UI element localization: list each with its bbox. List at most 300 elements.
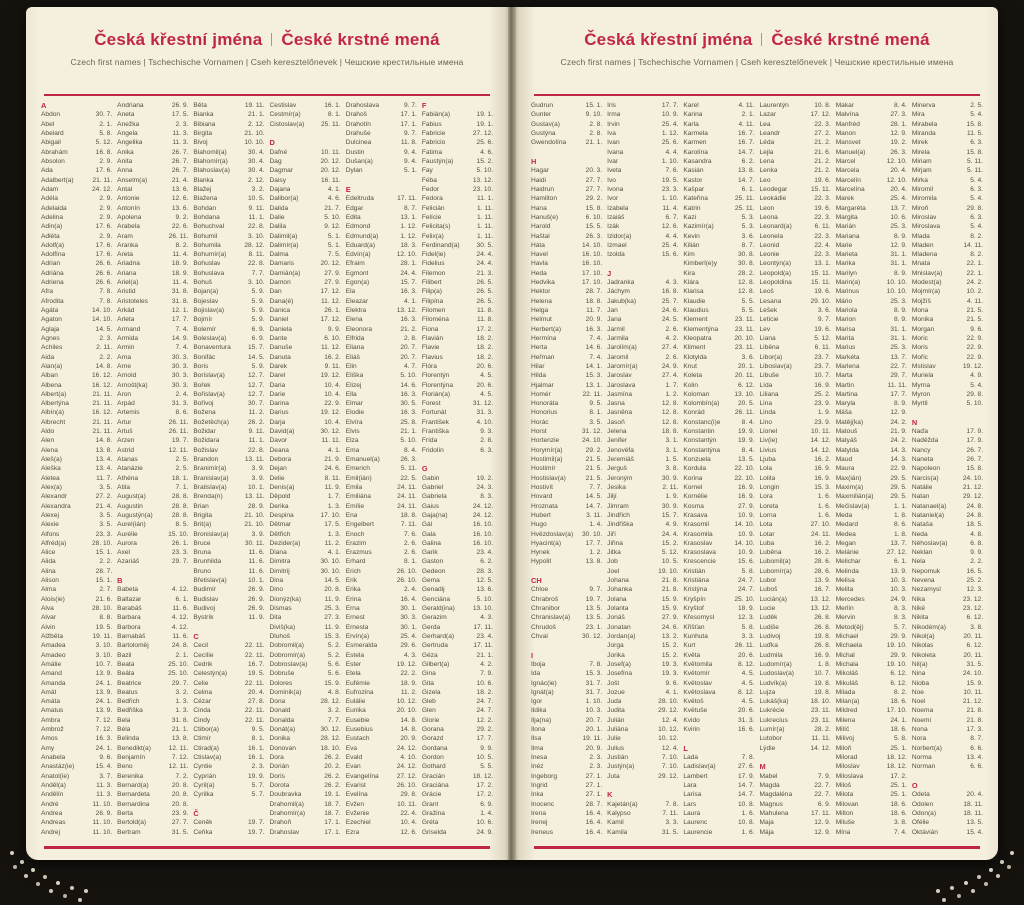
name-entry	[836, 818, 907, 827]
nameday-date: 30. 9.	[661, 502, 679, 510]
nameday-date: 20. 12.	[320, 167, 341, 175]
name-label: Lešek	[759, 307, 778, 315]
nameday-date: 13. 6.	[171, 204, 189, 212]
name-entry	[193, 669, 264, 678]
nameday-date: 22. 4.	[400, 809, 417, 817]
name-label: Alexej	[41, 511, 59, 519]
name-label: Damaris	[269, 260, 295, 268]
name-column	[912, 101, 983, 843]
name-entry	[41, 213, 112, 222]
name-entry	[760, 259, 831, 268]
name-label: Jarmila	[607, 334, 629, 342]
name-label: Ivana	[607, 148, 624, 156]
nameday-date: 13. 2.	[661, 632, 679, 640]
name-label: Haidi	[531, 176, 547, 184]
nameday-date: 31. 1.	[890, 260, 907, 268]
name-entry	[836, 436, 907, 445]
name-label: Mečislav(a)	[835, 502, 870, 510]
name-entry	[836, 483, 907, 492]
name-entry	[346, 809, 417, 818]
name-label: Areta	[117, 251, 133, 259]
name-entry	[912, 688, 983, 697]
name-label: Arne	[117, 362, 132, 370]
nameday-date: 1. 11.	[477, 213, 494, 221]
nameday-date: 19. 2.	[890, 139, 907, 147]
nameday-date: 16. 3.	[95, 735, 113, 743]
nameday-date: 21. 11.	[92, 418, 113, 426]
name-label: Alban	[41, 372, 58, 380]
nameday-date: 11. 9.	[248, 614, 265, 622]
nameday-date: 1. 10.	[661, 195, 679, 203]
name-label: Mira	[911, 111, 925, 119]
nameday-date: 4. 6.	[327, 195, 341, 203]
name-entry	[270, 399, 341, 408]
name-label: Béla	[117, 726, 131, 734]
name-label: Emila	[345, 483, 363, 491]
nameday-date: 7. 6.	[404, 530, 417, 538]
nameday-date: 8. 1.	[589, 409, 603, 417]
name-label: Jarmil	[607, 325, 625, 333]
name-label: Magda	[759, 781, 780, 789]
name-entry	[422, 138, 493, 147]
nameday-date: 26. 11.	[168, 232, 189, 240]
name-label: Aida	[41, 353, 55, 361]
name-entry	[346, 436, 417, 445]
name-label: Fiona	[421, 325, 439, 333]
name-label: Berta	[117, 809, 133, 817]
name-label: Alva	[41, 605, 54, 613]
nameday-date: 26. 5.	[476, 297, 494, 305]
name-label: Čeňka	[193, 828, 213, 836]
name-entry	[912, 287, 983, 296]
name-entry	[422, 595, 493, 604]
nameday-date: 24. 2.	[890, 418, 907, 426]
nameday-date: 2. 11.	[96, 344, 113, 352]
nameday-date: 12. 2.	[476, 716, 494, 724]
nameday-date: 7. 4.	[175, 325, 189, 333]
nameday-date: 26. 2.	[324, 781, 341, 789]
name-entry	[607, 129, 678, 138]
name-label: Mabel	[759, 772, 778, 780]
name-entry	[760, 678, 831, 687]
name-entry	[531, 688, 602, 697]
nameday-date: 3. 7.	[99, 772, 113, 780]
name-label: Lubomil(a)	[759, 558, 791, 566]
name-entry	[346, 818, 417, 827]
name-label: Mojžíš	[911, 297, 931, 305]
nameday-date: 5. 12.	[661, 549, 679, 557]
nameday-date: 14. 10.	[734, 539, 755, 547]
name-label: Juliána	[607, 726, 629, 734]
nameday-date: 3. 8.	[970, 623, 984, 631]
nameday-date: 18. 12.	[886, 754, 907, 762]
name-entry	[346, 446, 417, 455]
nameday-date: 14. 8.	[95, 362, 113, 370]
name-entry	[760, 799, 831, 808]
name-entry	[41, 595, 112, 604]
name-entry	[683, 548, 754, 557]
name-label: Gordana	[421, 744, 448, 752]
name-entry	[836, 595, 907, 604]
name-label: Anabela	[41, 754, 66, 762]
name-label: Drahoslav	[269, 828, 300, 836]
nameday-date: 21. 11.	[92, 400, 113, 408]
nameday-date: 8. 12.	[738, 688, 755, 696]
name-label: Eleonora	[345, 325, 373, 333]
name-entry	[760, 213, 831, 222]
name-label: Barnabáš	[117, 632, 146, 640]
nameday-date: 22. 9.	[966, 334, 984, 342]
name-entry	[683, 436, 754, 445]
name-label: Longin	[759, 483, 780, 491]
name-entry	[531, 557, 602, 566]
name-entry	[683, 287, 754, 296]
nameday-date: 30. 10.	[582, 530, 603, 538]
name-entry	[422, 623, 493, 632]
nameday-date: 16. 2.	[814, 539, 831, 547]
name-label: Boris	[193, 362, 209, 370]
nameday-date: 31. 3.	[171, 400, 189, 408]
nameday-date: 23. 9.	[814, 400, 831, 408]
name-label: Hortenzie	[531, 437, 560, 445]
header-rule	[534, 94, 980, 96]
name-label: Aleška	[41, 465, 61, 473]
name-label: Megan	[835, 539, 856, 547]
nameday-date: 22. 11.	[244, 707, 265, 715]
name-label: Hynek	[531, 549, 550, 557]
name-entry	[683, 222, 754, 231]
name-entry	[117, 129, 188, 138]
name-entry	[117, 688, 188, 697]
name-entry	[346, 753, 417, 762]
name-label: Heřman	[531, 353, 555, 361]
name-entry	[683, 725, 754, 734]
nameday-date: 19. 5.	[661, 176, 679, 184]
name-entry	[270, 501, 341, 510]
nameday-date: 17. 6.	[95, 241, 113, 249]
name-label: Ada	[41, 167, 53, 175]
name-entry	[760, 297, 831, 306]
name-entry	[531, 464, 602, 473]
name-label: Jeroným	[607, 474, 633, 482]
nameday-date: 16. 12.	[92, 409, 113, 417]
name-label: Lutobor	[759, 735, 782, 743]
nameday-date: 19. 7.	[171, 437, 189, 445]
name-label: Herta	[531, 344, 548, 352]
name-entry	[760, 334, 831, 343]
name-entry	[346, 716, 417, 725]
name-entry	[683, 688, 754, 697]
name-label: Beatus	[117, 688, 138, 696]
nameday-date: 18. 1.	[171, 474, 189, 482]
name-entry	[912, 660, 983, 669]
name-label: Albena	[41, 381, 62, 389]
nameday-date: 11. 4.	[172, 279, 189, 287]
name-label: Lena	[759, 158, 775, 166]
name-entry	[683, 641, 754, 650]
nameday-date: 30. 5.	[476, 241, 494, 249]
nameday-date: 13. 9.	[95, 707, 113, 715]
nameday-date: 12. 3.	[738, 614, 755, 622]
nameday-date: 22. 9.	[966, 353, 984, 361]
name-entry	[117, 231, 188, 240]
nameday-date: 5. 7.	[251, 791, 265, 799]
name-entry	[270, 725, 341, 734]
nameday-date: 11. 11.	[887, 381, 907, 389]
name-label: Davor	[269, 437, 288, 445]
nameday-date: 19. 8.	[814, 679, 831, 687]
name-entry	[422, 650, 493, 659]
name-entry	[912, 250, 983, 259]
nameday-date: 16. 11.	[321, 176, 341, 184]
name-entry	[607, 762, 678, 771]
name-label: Gaston	[421, 558, 444, 566]
name-label: Miluše	[835, 819, 855, 827]
nameday-date: 26. 6.	[95, 279, 113, 287]
name-label: Bruna	[193, 549, 211, 557]
page-title-slovak: České krstné mená	[281, 30, 440, 49]
name-label: Celestýn(a)	[193, 670, 228, 678]
name-entry	[270, 604, 341, 613]
name-entry	[193, 148, 264, 157]
name-label: Hektor	[531, 288, 551, 296]
name-label: Ernest	[345, 614, 365, 622]
name-entry	[193, 567, 264, 576]
name-label: Despina	[269, 511, 294, 519]
name-entry	[912, 362, 983, 371]
name-entry	[117, 408, 188, 417]
name-entry	[422, 734, 493, 743]
nameday-date: 16. 2.	[324, 353, 341, 361]
name-label: Inka	[531, 791, 544, 799]
name-entry	[531, 427, 602, 436]
nameday-date: 10. 3.	[890, 577, 907, 585]
nameday-date: 1. 9.	[665, 493, 679, 501]
nameday-date: 18. 3.	[400, 241, 417, 249]
name-entry	[346, 483, 417, 492]
name-label: Leticie	[759, 316, 779, 324]
nameday-date: 24. 2.	[966, 279, 984, 287]
nameday-date: 6. 12.	[890, 679, 907, 687]
name-label: Arleta	[117, 316, 135, 324]
name-label: Ilma	[531, 744, 544, 752]
name-label: Čistoslav(a)	[269, 120, 305, 128]
name-label: Julián	[607, 716, 625, 724]
nameday-date: 9. 12.	[324, 223, 341, 231]
name-label: Gita	[421, 679, 434, 687]
nameday-date: 23. 3.	[95, 530, 113, 538]
name-label: Bernardina	[117, 800, 150, 808]
name-entry	[760, 539, 831, 548]
name-entry	[193, 604, 264, 613]
name-label: Bedřiška	[117, 707, 143, 715]
name-label: Lolita	[759, 474, 776, 482]
name-entry	[422, 418, 493, 427]
nameday-date: 6. 2.	[741, 158, 755, 166]
name-entry	[117, 781, 188, 790]
nameday-date: 17. 2.	[476, 791, 494, 799]
name-label: Agaton	[41, 316, 62, 324]
name-entry	[531, 669, 602, 678]
name-label: Dalimil(a)	[269, 232, 298, 240]
name-label: Kornel	[683, 483, 703, 491]
nameday-date: 11. 4.	[662, 204, 679, 212]
name-label: Hovard	[531, 493, 553, 501]
name-entry	[683, 408, 754, 417]
name-label: Gracián	[421, 772, 445, 780]
name-entry	[836, 138, 907, 147]
name-entry	[422, 604, 493, 613]
nameday-date: 9. 5.	[589, 400, 603, 408]
name-label: Miromil	[911, 185, 934, 193]
name-label: Cinda	[193, 707, 211, 715]
name-label: Dobroslav(a)	[269, 660, 308, 668]
name-label: Edmond	[345, 223, 371, 231]
nameday-date: 4. 5.	[741, 698, 755, 706]
name-entry	[270, 371, 341, 380]
name-label: Milton	[835, 809, 854, 817]
name-label: Bohumila	[193, 241, 221, 249]
nameday-date: 21. 2.	[814, 139, 831, 147]
nameday-date: 1. 10.	[661, 158, 679, 166]
nameday-date: 11. 9.	[324, 483, 341, 491]
nameday-date: 12. 8.	[661, 418, 679, 426]
name-label: Melánie	[835, 549, 859, 557]
nameday-date: 17. 6.	[95, 251, 113, 259]
name-label: Mnislav(a)	[911, 269, 943, 277]
name-entry	[760, 194, 831, 203]
title-separator	[761, 33, 762, 46]
nameday-date: 7. 4.	[589, 353, 603, 361]
nameday-date: 21. 8.	[661, 577, 679, 585]
name-entry	[117, 148, 188, 157]
name-label: Natálie	[911, 483, 933, 491]
name-entry	[193, 548, 264, 557]
name-label: Mahulena	[759, 809, 789, 817]
name-label: Mirek	[911, 139, 928, 147]
nameday-date: 12. 7.	[248, 390, 265, 398]
name-entry	[836, 306, 907, 315]
nameday-date: 21. 2.	[814, 167, 831, 175]
nameday-date: 31. 8.	[171, 297, 189, 305]
name-label: Adléta	[41, 232, 60, 240]
nameday-date: 16. 4.	[400, 595, 417, 603]
nameday-date: 18. 10.	[320, 744, 341, 752]
nameday-date: 30. 3.	[171, 353, 189, 361]
name-entry	[193, 650, 264, 659]
nameday-date: 17. 5.	[324, 521, 341, 529]
name-entry	[912, 474, 983, 483]
nameday-date: 7. 4.	[175, 344, 189, 352]
nameday-date: 20. 9.	[585, 316, 603, 324]
nameday-date: 16. 3.	[400, 390, 417, 398]
name-label: Manfréd	[835, 120, 860, 128]
name-entry	[270, 315, 341, 324]
nameday-date: 7. 8.	[99, 288, 113, 296]
name-label: Jadranka	[607, 279, 635, 287]
footer-rule	[534, 846, 980, 849]
name-label: Brit(a)	[193, 521, 212, 529]
name-label: Ariana	[117, 269, 137, 277]
name-label: Lars	[683, 800, 697, 808]
name-entry	[422, 352, 493, 361]
nameday-date: 1. 11.	[477, 223, 494, 231]
name-label: Loreta	[759, 502, 779, 510]
name-entry	[41, 269, 112, 278]
nameday-date: 22. 7.	[814, 791, 831, 799]
name-entry	[117, 734, 188, 743]
name-label: Antonie	[117, 195, 140, 203]
name-label: Eliška	[345, 372, 364, 380]
name-label: Kajetán(a)	[607, 800, 638, 808]
name-label: Angelika	[117, 139, 143, 147]
name-label: František	[421, 418, 449, 426]
name-label: Bonifác	[193, 353, 216, 361]
name-label: Felície	[421, 213, 442, 221]
name-label: Grant	[421, 800, 439, 808]
name-entry	[531, 781, 602, 790]
name-entry	[836, 259, 907, 268]
name-entry	[193, 762, 264, 771]
name-entry	[41, 120, 112, 129]
nameday-date: 30. 7.	[95, 111, 113, 119]
nameday-date: 24. 9.	[476, 828, 494, 836]
name-label: Kalypso	[607, 809, 631, 817]
nameday-date: 27. 1.	[585, 781, 603, 789]
name-label: Ildika	[531, 707, 547, 715]
name-label: Koleta	[683, 372, 703, 380]
nameday-date: 4. 11.	[738, 120, 755, 128]
name-entry	[836, 762, 907, 771]
nameday-date: 27. 10.	[810, 521, 831, 529]
name-entry	[683, 753, 754, 762]
name-label: Hilda	[531, 372, 547, 380]
name-label: Budimír	[193, 586, 217, 594]
name-entry	[607, 660, 678, 669]
nameday-date: 2. 3.	[251, 763, 265, 771]
name-entry	[607, 222, 678, 231]
nameday-date: 29. 2.	[476, 726, 494, 734]
nameday-date: 6. 2.	[480, 558, 494, 566]
name-entry	[836, 725, 907, 734]
name-label: Maryla	[835, 400, 856, 408]
page-subtitle: Czech first names | Tschechische Vornamen | Cseh keresztelőnevek | Чешские крестильные имена	[560, 57, 954, 67]
name-entry	[683, 650, 754, 659]
nameday-date: 3. 2.	[327, 707, 341, 715]
nameday-date: 11. 6.	[248, 567, 265, 575]
nameday-date: 25. 4.	[400, 632, 417, 640]
nameday-date: 26. 7.	[171, 167, 189, 175]
name-entry	[836, 576, 907, 585]
name-entry	[41, 762, 112, 771]
name-entry	[760, 101, 831, 110]
name-entry	[760, 269, 831, 278]
name-entry	[683, 157, 754, 166]
name-entry	[531, 250, 602, 259]
nameday-date: 18. 9.	[738, 605, 755, 613]
name-entry	[346, 352, 417, 361]
nameday-date: 8. 2.	[894, 688, 907, 696]
nameday-date: 4. 4.	[665, 148, 679, 156]
name-entry	[607, 418, 678, 427]
name-label: Ariel(a)	[117, 279, 139, 287]
name-label: Křišťan	[683, 623, 705, 631]
name-label: Damián(a)	[269, 269, 301, 277]
name-label: Jarolím(a)	[607, 344, 637, 352]
nameday-date: 6. 12.	[890, 670, 907, 678]
name-label: Nikol(a)	[911, 632, 935, 640]
nameday-date: 13. 12.	[396, 307, 417, 315]
